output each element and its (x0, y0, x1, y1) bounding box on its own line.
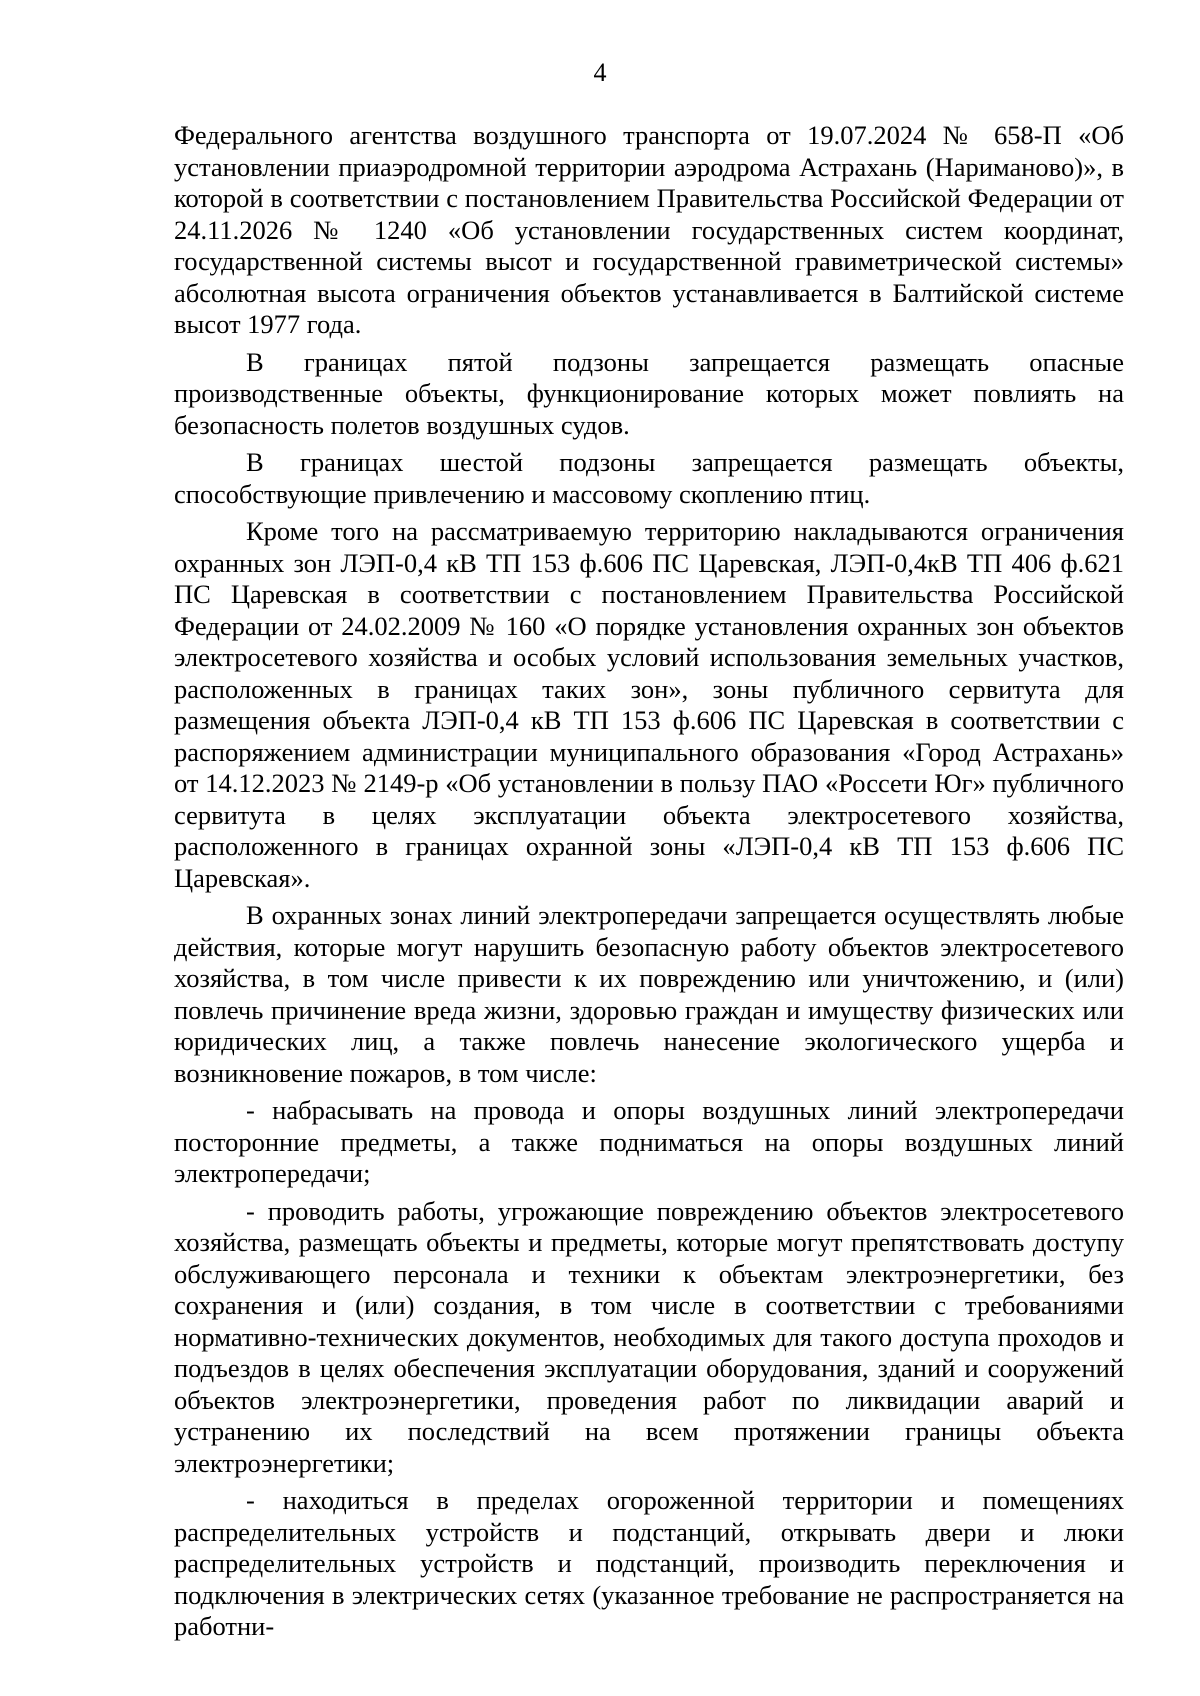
list-item-prohibition-3: - находиться в пределах огороженной территории и помещениях распределительных устройств и подстанций, открывать двери и люки распределительных устройств и подстанций, производить переключения и подключения в электрических сетях (указанное требование не распространяется на работни- (174, 1485, 1124, 1641)
paragraph-protection-zones: Кроме того на рассматриваемую территорию накладываются ограничения охранных зон ЛЭП-0,4 кВ ТП 153 ф.606 ПС Царевская, ЛЭП-0,4кВ ТП 406 ф.621 ПС Царевская в соответствии с постановлением Правительства Российской Федерации от 24.02.2009 № 160 «О порядке установления охранных зон объектов электросетевого хозяйства и особых условий использования земельных участков, расположенных в границах таких зон», зоны публичного сервитута для размещения объекта ЛЭП-0,4 кВ ТП 153 ф.606 ПС Царевская в соответствии с распоряжением администрации муниципального образования «Город Астрахань» от 14.12.2023 № 2149-р «Об установлении в пользу ПАО «Россети Юг» публичного сервитута в целях эксплуатации объекта электросетевого хозяйства, расположенного в границах охранной зоны «ЛЭП-0,4 кВ ТП 153 ф.606 ПС Царевская». (174, 516, 1124, 893)
paragraph-fifth-subzone: В границах пятой подзоны запрещается размещать опасные производственные объекты, функционирование которых может повлиять на безопасность полетов воздушных судов. (174, 346, 1124, 440)
list-item-prohibition-1: - набрасывать на провода и опоры воздушных линий электропередачи посторонние предметы, а также подниматься на опоры воздушных линий электропередачи; (174, 1095, 1124, 1188)
paragraph-prohibitions-intro: В охранных зонах линий электропередачи запрещается осуществлять любые действия, которые могут нарушить безопасную работу объектов электросетевого хозяйства, в том числе привести к их повреждению или уничтожению, и (или) повлечь причинение вреда жизни, здоровью граждан и имуществу физических или юридических лиц, а также повлечь нанесение экологического ущерба и возникновение пожаров, в том числе: (174, 900, 1124, 1088)
paragraph-continuation: Федерального агентства воздушного транспорта от 19.07.2024 № 658-П «Об установлении приаэродромной территории аэродрома Астрахань (Нариманово)», в которой в соответствии с постановлением Правительства Российской Федерации от 24.11.2026 № 1240 «Об установлении государственных систем координат, государственной системы высот и государственной гравиметрической системы» абсолютная высота ограничения объектов устанавливается в Балтийской системе высот 1977 года. (174, 120, 1124, 339)
list-item-prohibition-2: - проводить работы, угрожающие повреждению объектов электросетевого хозяйства, размещать объекты и предметы, которые могут препятствовать доступу обслуживающего персонала и техники к объектам электроэнергетики, без сохранения и (или) создания, в том числе в соответствии с требованиями нормативно-технических документов, необходимых для такого доступа проходов и подъездов в целях обеспечения эксплуатации оборудования, зданий и сооружений объектов электроэнергетики, проведения работ по ликвидации аварий и устранению их последствий на всем протяжении границы объекта электроэнергетики; (174, 1195, 1124, 1478)
document-body (174, 120, 1124, 1649)
paragraph-sixth-subzone: В границах шестой подзоны запрещается размещать объекты, способствующие привлечению и массовому скоплению птиц. (174, 447, 1124, 509)
page-number: 4 (593, 58, 607, 87)
